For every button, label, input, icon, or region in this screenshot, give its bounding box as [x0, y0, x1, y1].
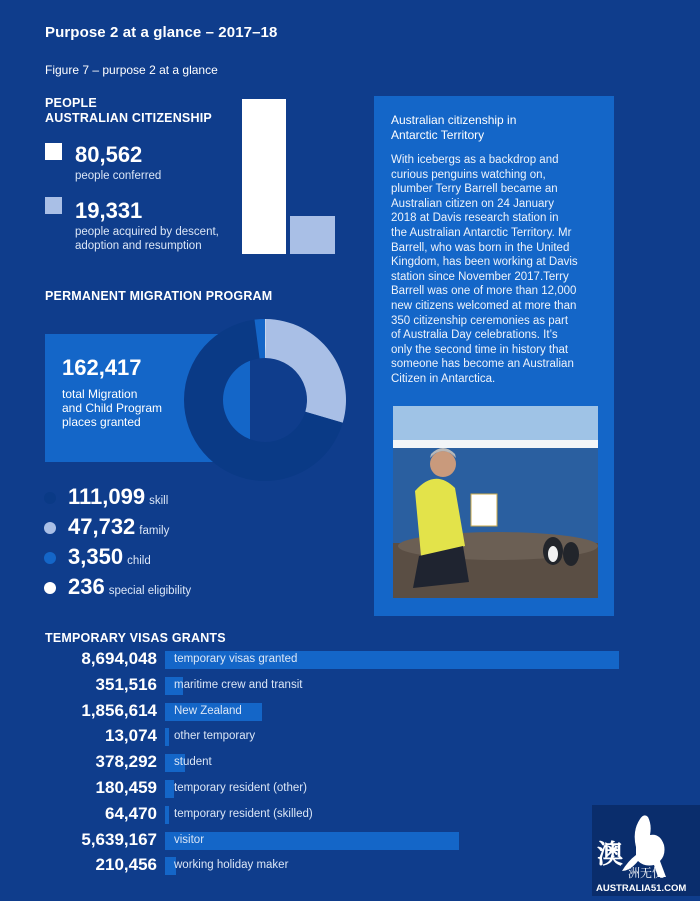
story-body-line: Citizen in Antarctica. — [391, 372, 496, 385]
story-body-line: someone has become an Australian — [391, 358, 574, 371]
temporary-visa-label: temporary resident (skilled) — [174, 807, 313, 820]
story-body — [391, 153, 601, 387]
temporary-visa-label: New Zealand — [174, 704, 242, 717]
watermark-glyph: 澳 — [597, 840, 624, 870]
special-eligibility-dot — [44, 582, 56, 594]
watermark-subtitle: 洲无忧 — [628, 866, 665, 880]
migration-heading: PERMANENT MIGRATION PROGRAM — [45, 289, 273, 303]
family-label: family — [139, 525, 170, 537]
acquired-bar — [290, 216, 335, 254]
acquired-legend-square — [45, 197, 62, 214]
temporary-visa-value: 13,074 — [105, 726, 157, 746]
story-title-line1: Australian citizenship in — [391, 113, 517, 127]
donut-slice-family — [265, 319, 346, 423]
temporary-visa-label: working holiday maker — [174, 859, 289, 872]
story-body-line: 350 citizenship ceremonies as part — [391, 314, 569, 327]
story-body-line: Barrell, who was born in the United — [391, 241, 570, 254]
temporary-visa-row — [0, 778, 700, 800]
child-value: 3,350 — [68, 544, 124, 569]
family-value: 47,732 — [68, 514, 136, 539]
watermark-site: AUSTRALIA51.COM — [596, 883, 687, 894]
story-body-line: only the second time in history that — [391, 343, 569, 356]
legend-child — [44, 544, 151, 570]
temporary-visa-row — [0, 701, 700, 723]
people-heading: PEOPLE — [45, 96, 97, 110]
temporary-visa-value: 8,694,048 — [81, 649, 157, 668]
migration-donut-chart — [180, 315, 350, 485]
family-dot — [44, 522, 56, 534]
skill-label: skill — [149, 495, 169, 507]
temporary-visa-bar — [165, 806, 169, 824]
child-dot — [44, 552, 56, 564]
conferred-value: 80,562 — [75, 142, 143, 167]
migration-total-label-line3: places granted — [62, 415, 141, 429]
citizenship-heading: AUSTRALIAN CITIZENSHIP — [45, 111, 212, 125]
migration-total-value: 162,417 — [62, 355, 142, 380]
story-body-line: the Australian Antarctic Territory. Mr — [391, 226, 572, 239]
story-body-line: Australian citizen on 24 January — [391, 197, 555, 210]
story-body-line: Kingdom, has been working at Davis — [391, 256, 578, 269]
story-title-line2: Antarctic Territory — [391, 128, 485, 142]
skill-value: 111,099 — [68, 484, 146, 509]
temporary-visa-value: 378,292 — [95, 752, 157, 772]
acquired-label-line1: people acquired by descent, — [75, 226, 219, 238]
temporary-visa-label: visitor — [174, 833, 205, 846]
page-title: Purpose 2 at a glance – 2017–18 — [45, 24, 278, 41]
temporary-visa-value: 5,639,167 — [81, 829, 157, 849]
temporary-visa-value: 64,470 — [105, 803, 157, 823]
temporary-visa-label: maritime crew and transit — [174, 678, 303, 691]
story-body-line: With icebergs as a backdrop and — [391, 154, 559, 166]
antarctic-photo — [393, 406, 598, 598]
story-body-line: plumber Terry Barrell became an — [391, 183, 558, 196]
temporary-visa-value: 210,456 — [95, 855, 157, 875]
temporary-visa-value: 180,459 — [95, 778, 157, 797]
temporary-heading: TEMPORARY VISAS GRANTS — [45, 631, 226, 645]
child-label: child — [127, 555, 151, 567]
temporary-visa-label: student — [174, 756, 212, 769]
story-body-line: 2018 at Davis research station in — [391, 212, 559, 225]
special-eligibility-value: 236 — [68, 574, 105, 599]
temporary-visa-value: 1,856,614 — [81, 700, 157, 720]
conferred-bar — [242, 99, 286, 254]
migration-total-label-line1: total Migration — [62, 387, 138, 401]
migration-total-label-line2: and Child Program — [62, 401, 163, 415]
story-body-line: curious penguins watching on, — [391, 168, 546, 181]
acquired-value: 19,331 — [75, 198, 143, 223]
temporary-visa-value: 351,516 — [95, 674, 157, 694]
temporary-visa-label: temporary resident (other) — [174, 782, 307, 794]
temporary-visa-label: other temporary — [174, 730, 256, 743]
legend-skill — [44, 484, 168, 510]
temporary-visa-bar — [165, 780, 174, 798]
temporary-visa-row — [0, 726, 700, 748]
temporary-visa-row — [0, 649, 700, 671]
special-eligibility-label: special eligibility — [108, 585, 192, 597]
temporary-visa-label: temporary visas granted — [174, 653, 298, 665]
story-body-line: of Australia Day celebrations. It’s — [391, 329, 558, 342]
watermark-logo — [592, 805, 700, 896]
figure-caption: Figure 7 – purpose 2 at a glance — [45, 63, 218, 77]
temporary-visa-row — [0, 675, 700, 697]
conferred-label: people conferred — [75, 170, 162, 182]
legend-special-eligibility — [44, 574, 191, 600]
temporary-visa-bar — [165, 728, 169, 746]
story-body-line: station since November 2017.Terry — [391, 270, 569, 283]
skill-dot — [44, 492, 56, 504]
conferred-legend-square — [45, 143, 62, 160]
legend-family — [44, 514, 169, 540]
story-body-line: new citizens welcomed at more than — [391, 299, 577, 312]
temporary-visa-bar — [165, 832, 459, 850]
story-body-line: Barrell was one of more than 12,000 — [391, 285, 577, 298]
story-title — [391, 113, 601, 143]
acquired-label-line2: adoption and resumption — [75, 240, 202, 252]
temporary-visa-row — [0, 752, 700, 774]
